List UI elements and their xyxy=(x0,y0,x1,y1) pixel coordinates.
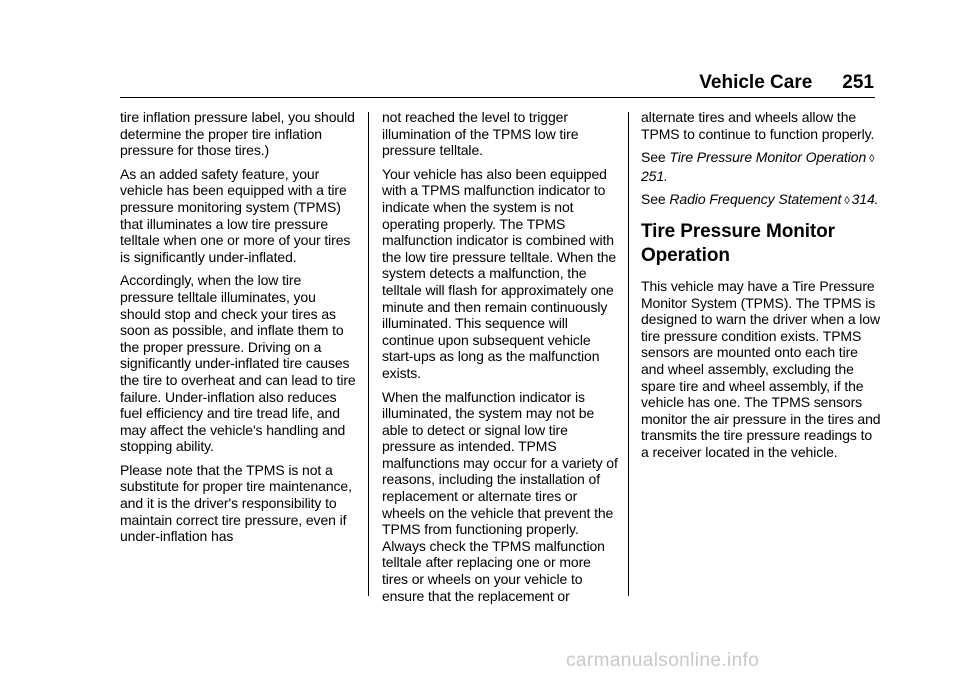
cross-reference xyxy=(641,149,881,184)
section-title: Vehicle Care xyxy=(699,72,813,93)
reference-page: 251. xyxy=(641,167,668,184)
text-column-2 xyxy=(382,109,618,611)
page-reference-icon: ◊ xyxy=(869,153,875,166)
running-header xyxy=(699,72,874,94)
reference-title: Radio Frequency Statement xyxy=(669,191,842,208)
see-prefix: See xyxy=(641,149,666,166)
reference-page: 314. xyxy=(851,191,879,208)
page-number: 251 xyxy=(842,72,874,93)
page-reference-icon: ◊ xyxy=(844,195,850,208)
cross-reference-link-tpms-operation[interactable] xyxy=(641,149,877,184)
paragraph: This vehicle may have a Tire Pressure Monitor System (TPMS). The TPMS is designed to warn the driver when a low tire pressure condition exists. TPMS sensors are mounted onto each tire and wheel assembly, excluding the spare tire and wheel assembly, if the vehicle has one. The TPMS sensors monitor the air pressure in the tires and transmits the tire pressure readings to a receiver located in the vehicle. xyxy=(641,277,881,460)
text-column-3 xyxy=(641,109,881,468)
paragraph: Accordingly, when the low tire pressure telltale illuminates, you should stop and check your tires as soon as possible, and inflate them to the proper pressure. Driving on a significantly under-inflated tire causes the tire to overheat and can lead to tire failure. Under-inflation also reduces fuel efficiency and tire tread life, and may affect the vehicle's handling and stopping ability. xyxy=(120,272,356,455)
cross-reference xyxy=(641,191,881,210)
text-column-1 xyxy=(120,109,358,552)
reference-title: Tire Pressure Monitor Operation xyxy=(669,149,867,166)
cross-reference-link-radio-frequency[interactable] xyxy=(669,191,878,207)
paragraph: When the malfunction indicator is illuminated, the system may not be able to detect or signal low tire pressure as intended. TPMS malfunctions may occur for a variety of reasons, including the installation of replacement or alternate tires or wheels on the vehicle that prevent the TPMS from functioning properly. Always check the TPMS malfunction telltale after replacing one or more tires or wheels on your vehicle to ensure that the replacement or xyxy=(382,388,618,604)
section-heading: Tire Pressure Monitor Operation xyxy=(641,220,835,266)
header-rule xyxy=(120,97,875,98)
paragraph: Please note that the TPMS is not a substitute for proper tire maintenance, and it is the driver's responsibility to maintain correct tire pressure, even if under-inflation has xyxy=(120,461,352,545)
paragraph: alternate tires and wheels allow the TPMS to continue to function properly. xyxy=(641,109,875,142)
paragraph: tire inflation pressure label, you should determine the proper tire inflation pressure for those tires.) xyxy=(120,109,355,159)
paragraph: As an added safety feature, your vehicle has been equipped with a tire pressure monitoring system (TPMS) that illuminates a low tire pressure telltale when one or more of your tires is significantly under-inflated. xyxy=(120,165,351,265)
paragraph: Your vehicle has also been equipped with a TPMS malfunction indicator to indicate when the system is not operating properly. The TPMS malfunction indicator is combined with the low tire pressure telltale. When the system detects a malfunction, the telltale will flash for approximately one minute and then remain continuously illuminated. This sequence will continue upon subsequent vehicle start-ups as long as the malfunction exists. xyxy=(382,165,617,381)
paragraph: not reached the level to trigger illumination of the TPMS low tire pressure telltale. xyxy=(382,109,579,159)
see-prefix: See xyxy=(641,191,666,208)
column-divider-2 xyxy=(628,112,629,596)
watermark: carmanualsonline.info xyxy=(566,650,760,671)
column-divider-1 xyxy=(368,112,369,596)
